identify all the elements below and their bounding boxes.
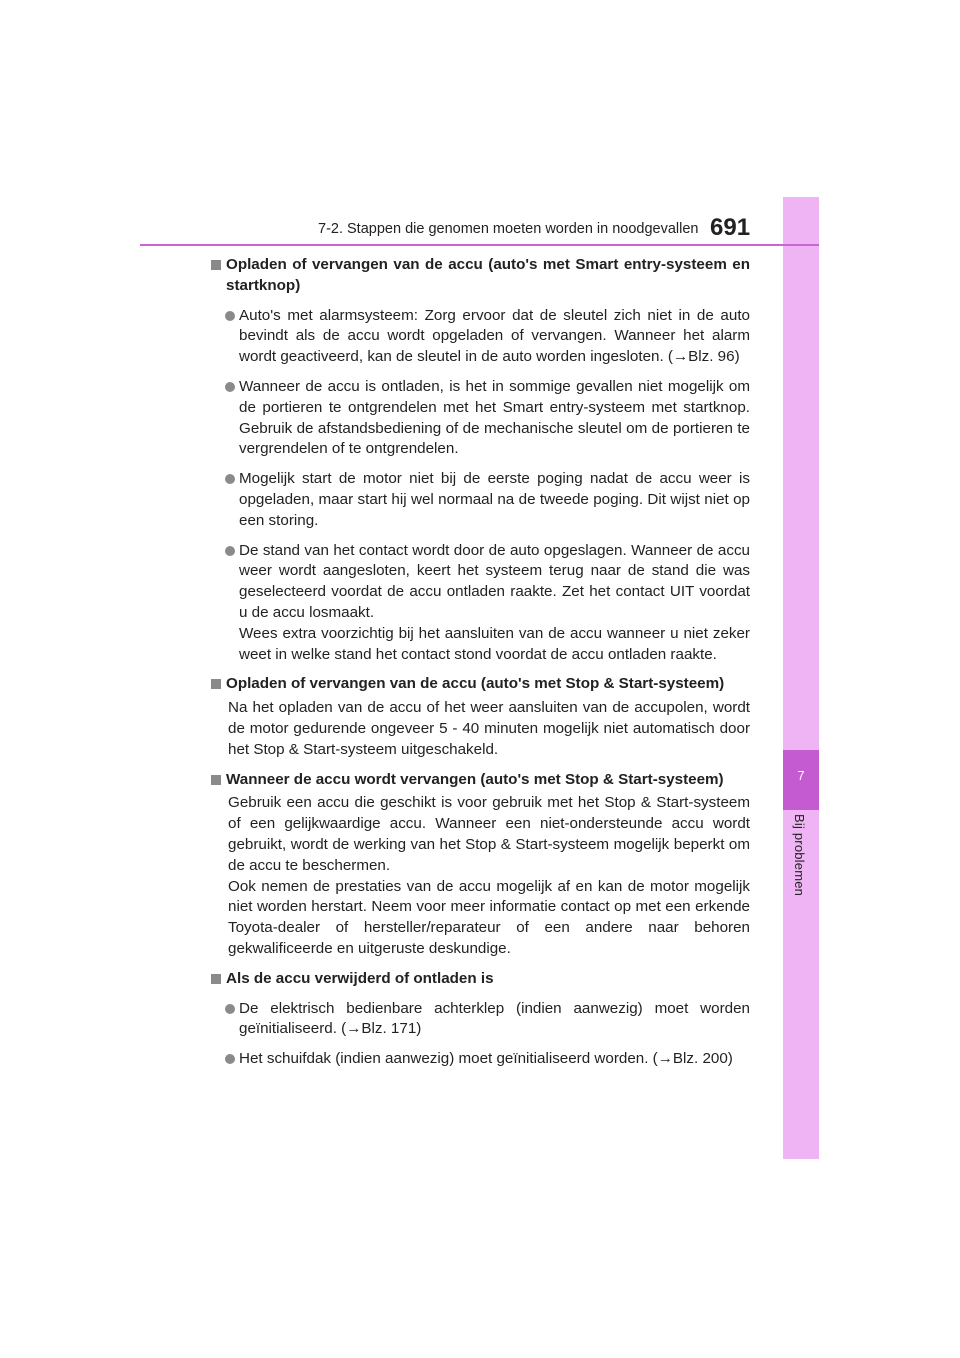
round-bullet-icon [225,382,235,392]
page-content [210,255,750,1077]
page-number: 691 [710,214,751,241]
square-bullet-icon [211,974,221,984]
section-heading: Opladen of vervangen van de accu (auto's met Stop & Start-systeem) [210,674,750,695]
square-bullet-icon [211,260,221,270]
section-battery-removed [210,969,750,1070]
list-item: De stand van het contact wordt door de auto opgeslagen. Wanneer de accu weer wordt aangesloten, keert het systeem terug naar de stand die was geselecteerd voordat de accu ontladen raakte. Zet het contact UIT voordat u de accu losmaakt. Wees extra voorzichtig bij het aansluiten van de accu wanneer u niet zeker weet in welke stand het contact stond voordat de accu ontladen raakte. [210,541,750,666]
section-paragraph: Gebruik een accu die geschikt is voor gebruik met het Stop & Start-systeem of een gelijkwaardige accu. Wanneer een niet-ondersteunde accu wordt gebruikt, wordt de werking van het Stop & Start-systeem mogelijk beperkt om de accu te beschermen. Ook nemen de prestaties van de accu mogelijk af en kan de motor mogelijk niet worden herstart. Neem voor meer informatie contact op met een erkende Toyota-dealer of hersteller/reparateur of een andere naar behoren gekwalificeerde en uitgeruste deskundige. [228,794,750,957]
section-heading: Opladen of vervangen van de accu (auto's met Smart entry-systeem en startknop) [210,255,750,297]
chapter-number: 7 [797,768,805,783]
section-stop-start-replace [210,770,750,960]
list-item: Het schuifdak (indien aanwezig) moet geïnitialiseerd worden. (→Blz. 200) [210,1049,750,1070]
square-bullet-icon [211,679,221,689]
list-item: Wanneer de accu is ontladen, is het in sommige gevallen niet mogelijk om de portieren te ontgrendelen met het Smart entry-systeem met startknop. Gebruik de afstandsbediening of de mechanische sleutel om de portieren te vergrendelen of te ontgrendelen. [210,377,750,460]
section-heading: Wanneer de accu wordt vervangen (auto's met Stop & Start-systeem) [210,770,750,791]
list-item: De elektrisch bedienbare achterklep (indien aanwezig) moet worden geïnitialiseerd. (→Blz. 171) [210,999,750,1041]
round-bullet-icon [225,546,235,556]
chapter-label: Bij problemen [792,814,807,897]
square-bullet-icon [211,775,221,785]
section-title: 7-2. Stappen die genomen moeten worden in noodgevallen [318,221,699,237]
list-item: Auto's met alarmsysteem: Zorg ervoor dat de sleutel zich niet in de auto bevindt als de accu wordt opgeladen of vervangen. Wanneer het alarm wordt geactiveerd, kan de sleutel in de auto worden ingesloten. (→Blz. 96) [210,306,750,368]
section-paragraph: Na het opladen van de accu of het weer aansluiten van de accupolen, wordt de motor gedurende ongeveer 5 - 40 minuten mogelijk niet automatisch door het Stop & Start-systeem uitgeschakeld. [228,699,750,758]
round-bullet-icon [225,1054,235,1064]
section-stop-start-charge [210,674,750,760]
section-heading: Als de accu verwijderd of ontladen is [210,969,750,990]
chapter-side-tab [783,197,819,1159]
section-smart-entry [210,255,750,665]
header-divider [140,244,819,246]
round-bullet-icon [225,1004,235,1014]
round-bullet-icon [225,311,235,321]
list-item: Mogelijk start de motor niet bij de eerste poging nadat de accu weer is opgeladen, maar start hij wel normaal na de tweede poging. Dit wijst niet op een storing. [210,469,750,531]
round-bullet-icon [225,474,235,484]
